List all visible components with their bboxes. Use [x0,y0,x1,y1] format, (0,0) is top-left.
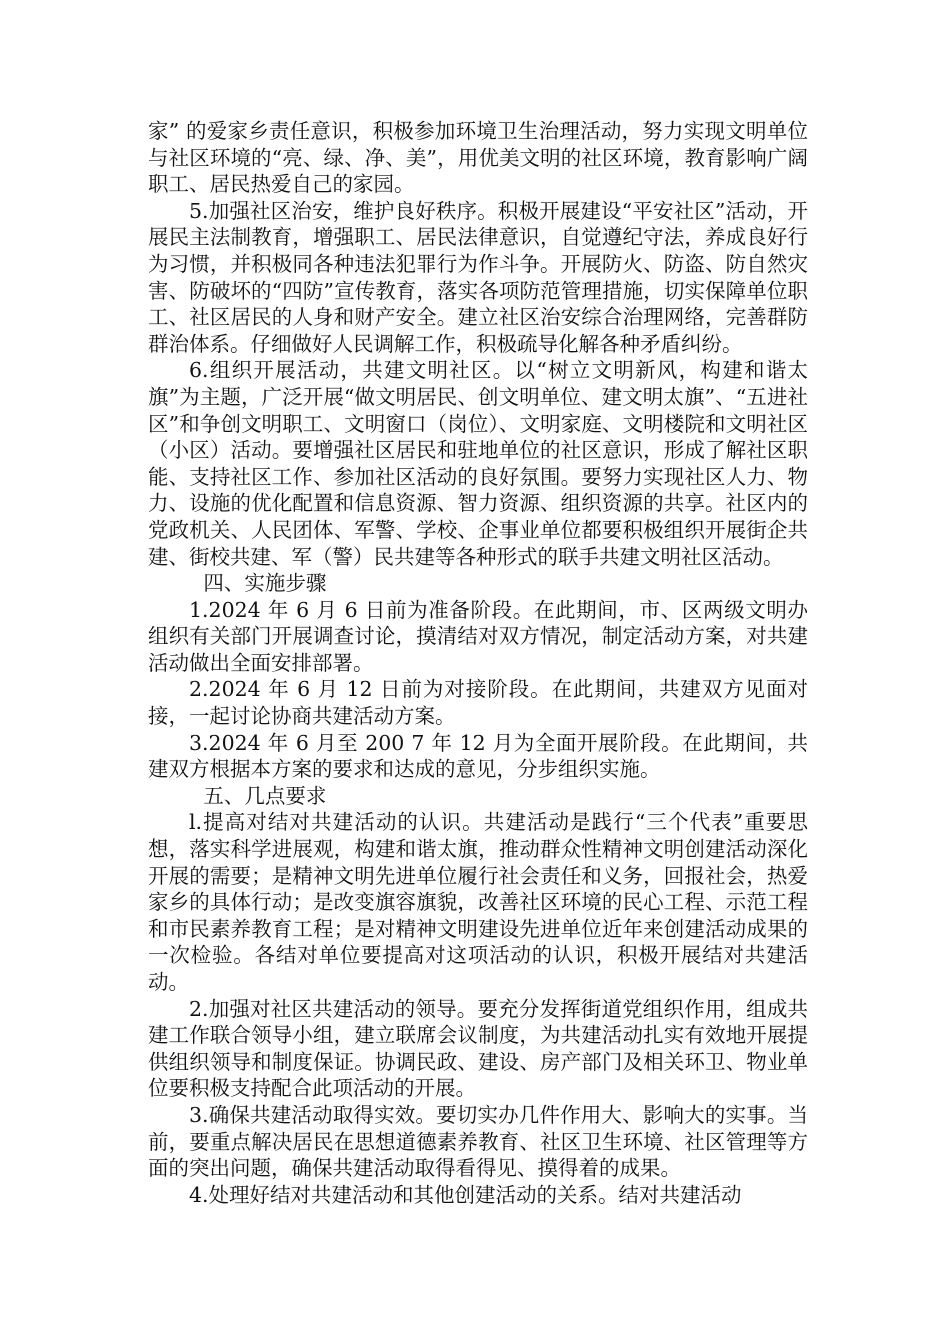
section-heading-5: 五、几点要求 [203,783,327,808]
section-heading-4: 四、实施步骤 [203,571,327,596]
paragraph-requirement-2: 2.加强对社区共建活动的领导。要充分发挥街道党组织作用，组成共建工作联合领导小组，建立联席会议制度，为共建活动扎实有效地开展提供组织领导和制度保证。协调民政、建设、房产部门及相关环卫、物业单位要积极支持配合此项活动的开展。 [148,996,808,1101]
paragraph-step-2: 2.2024 年 6 月 12 日前为对接阶段。在此期间，共建双方见面对接，一起讨论协商共建活动方案。 [148,677,808,729]
paragraph-continuation: 家” 的爱家乡责任意识，积极参加环境卫生治理活动，努力实现文明单位与社区环境的“亮、绿、净、美”，用优美文明的社区环境，教育影响广阔职工、居民热爱自己的家园。 [148,119,808,197]
paragraph-requirement-1: l.提高对结对共建活动的认识。共建活动是践行“三个代表”重要思想，落实科学进展观，构建和谐太旗，推动群众性精神文明创建活动深化开展的需要；是精神文明先进单位履行社会责任和义务，回报社会，热爱家乡的具体行动；是改变旗容旗貌，改善社区环境的民心工程、示范工程和市民素养教育工程；是对精神文明建设先进单位近年来创建活动成果的一次检验。各结对单位要提高对这项活动的认识，积极开展结对共建活动。 [148,810,808,994]
document-page [148,118,808,1208]
paragraph-requirement-4: 4.处理好结对共建活动和其他创建活动的关系。结对共建活动 [189,1182,742,1207]
paragraph-requirement-3: 3.确保共建活动取得实效。要切实办几件作用大、影响大的实事。当前，要重点解决居民在思想道德素养教育、社区卫生环境、社区管理等方面的突出问题，确保共建活动取得看得见、摸得着的成果。 [148,1102,808,1181]
paragraph-step-3: 3.2024 年 6 月至 200 7 年 12 月为全面开展阶段。在此期间，共建双方根据本方案的要求和达成的意见，分步组织实施。 [148,730,808,782]
paragraph-step-1: 1.2024 年 6 月 6 日前为准备阶段。在此期间，市、区两级文明办组织有关部门开展调查讨论，摸清结对双方情况，制定活动方案，对共建活动做出全面安排部署。 [148,597,808,675]
paragraph-item-6: 6.组织开展活动，共建文明社区。以“树立文明新风，构建和谐太旗”为主题，广泛开展“做文明居民、创文明单位、建文明太旗”、“五进社区”和争创文明职工、文明窗口（岗位）、文明家庭、文明楼院和文明社区（小区）活动。要增强社区居民和驻地单位的社区意识，形成了解社区职能、支持社区工作、参加社区活动的良好氛围。要努力实现社区人力、物力、设施的优化配置和信息资源、智力资源、组织资源的共享。社区内的党政机关、人民团体、军警、学校、企事业单位都要积极组织开展街企共建、街校共建、军（警）民共建等各种形式的联手共建文明社区活动。 [148,358,808,569]
paragraph-item-5: 5.加强社区治安，维护良好秩序。积极开展建设“平安社区”活动，开展民主法制教育，增强职工、居民法律意识，自觉遵纪守法，养成良好行为习惯，并积极同各种违法犯罪行为作斗争。开展防火、防盗、防自然灾害、防破坏的“四防”宣传教育，落实各项防范管理措施，切实保障单位职工、社区居民的人身和财产安全。建立社区治安综合治理网络，完善群防群治体系。仔细做好人民调解工作，积极疏导化解各种矛盾纠纷。 [148,198,808,356]
